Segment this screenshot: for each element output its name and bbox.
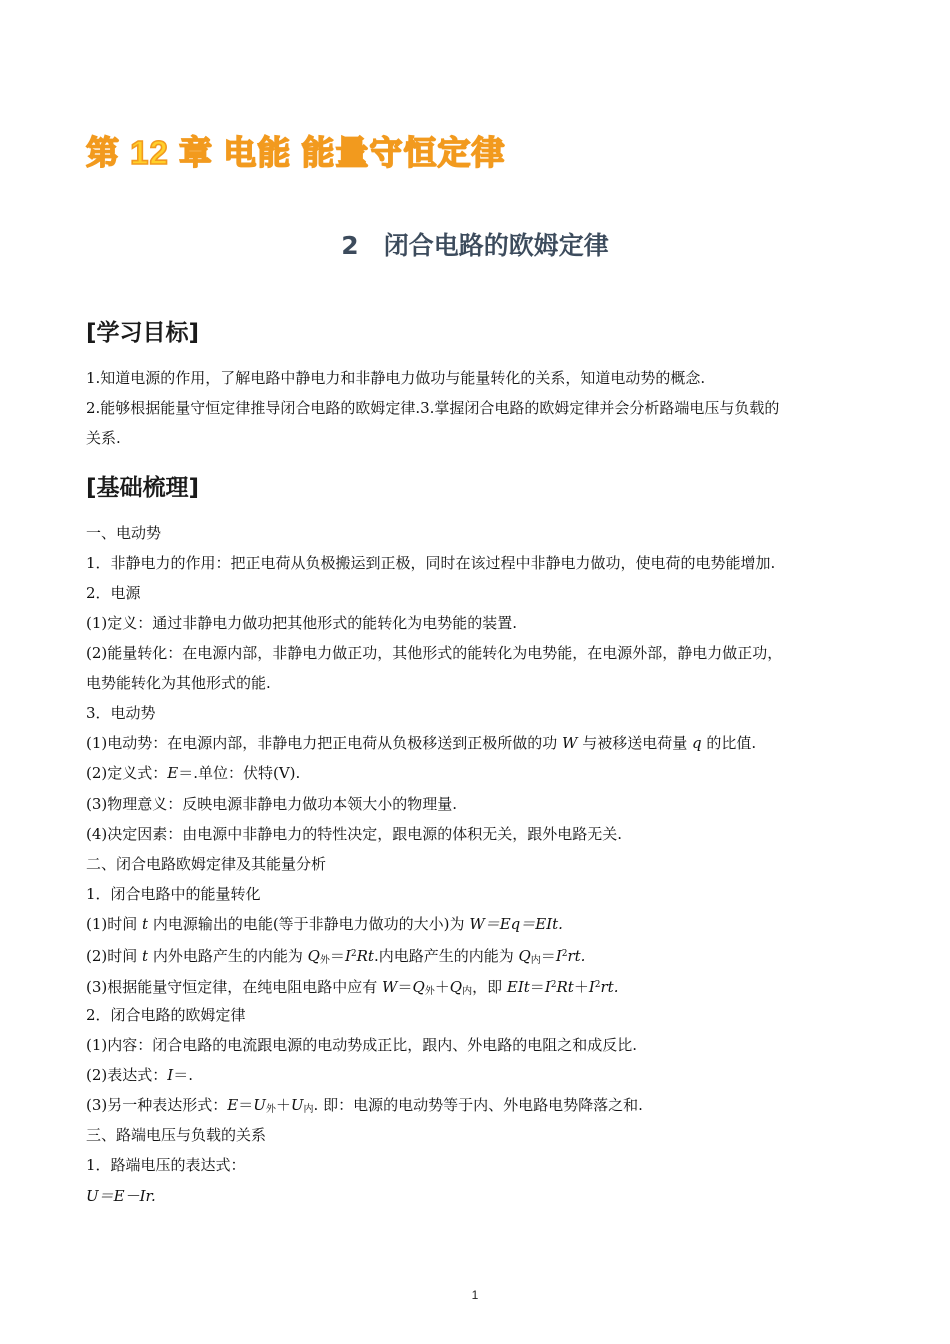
basics-line-14: (1)时间 t 内电源输出的电能(等于非静电力做功的大小)为 W＝Eq＝EIt. [86, 915, 563, 933]
lesson-title: 2 闭合电路的欧姆定律 [341, 231, 609, 260]
page-number: 1 [471, 1288, 479, 1302]
section-heading-basics: [基础梳理] [86, 475, 200, 501]
basics-line-5: (2)能量转化：在电源内部，非静电力做正功，其他形式的能转化为电势能，在电源外部，静电力做正功， [86, 644, 783, 662]
basics-line-8: (1)电动势：在电源内部，非静电力把正电荷从负极移送到正极所做的功 W 与被移送电荷量 q 的比值. [86, 734, 757, 752]
basics-line-23: U＝E－Ir. [86, 1187, 156, 1205]
basics-line-12: 二、闭合电路欧姆定律及其能量分析 [86, 855, 327, 873]
basics-line-18: (1)内容：闭合电路的电流跟电源的电动势成正比，跟内、外电路的电阻之和成反比. [86, 1036, 638, 1054]
basics-line-6: 电势能转化为其他形式的能. [86, 674, 271, 692]
basics-line-10: (3)物理意义：反映电源非静电力做功本领大小的物理量. [86, 795, 458, 813]
basics-line-2: 1．非静电力的作用：把正电荷从负极搬运到正极，同时在该过程中非静电力做功，使电荷的电势能增加. [86, 554, 776, 572]
basics-line-1: 一、电动势 [86, 524, 162, 542]
basics-line-9: (2)定义式：E＝.单位：伏特(V). [86, 764, 301, 782]
chapter-title: 第 12 章 电能 能量守恒定律 [86, 134, 506, 171]
goal-line-3: 关系. [86, 429, 121, 447]
basics-line-7: 3．电动势 [86, 704, 156, 722]
basics-line-11: (4)决定因素：由电源中非静电力的特性决定，跟电源的体积无关，跟外电路无关. [86, 825, 623, 843]
basics-line-21: 三、路端电压与负载的关系 [86, 1126, 267, 1144]
section-heading-goals: [学习目标] [86, 320, 200, 346]
basics-line-4: (1)定义：通过非静电力做功把其他形式的能转化为电势能的装置. [86, 614, 518, 632]
basics-line-13: 1．闭合电路中的能量转化 [86, 885, 261, 903]
basics-line-22: 1．路端电压的表达式： [86, 1156, 246, 1174]
goal-line-2: 2.能够根据能量守恒定律推导闭合电路的欧姆定律.3.掌握闭合电路的欧姆定律并会分析路端电压与负载的 [86, 399, 780, 417]
basics-line-20: (3)另一种表达形式：$E=U_外+U_内$. 即：电源的电动势等于内、外电路电势降落之和. [86, 1096, 643, 1115]
basics-line-15: (2)时间 t 内外电路产生的内能为 $Q_外=I^2Rt$.内电路产生的内能为 $Q_内=I^2rt$. [86, 947, 586, 966]
basics-line-16: (3)根据能量守恒定律，在纯电阻电路中应有 $W=Q_外+Q_内$，即 $EIt=I^2Rt+I^2rt$. [86, 978, 619, 997]
goal-line-1: 1.知道电源的作用，了解电路中静电力和非静电力做功与能量转化的关系，知道电动势的概念. [86, 369, 706, 387]
basics-line-17: 2．闭合电路的欧姆定律 [86, 1006, 246, 1024]
basics-line-19: (2)表达式：I＝. [86, 1066, 193, 1084]
basics-line-3: 2．电源 [86, 584, 141, 602]
